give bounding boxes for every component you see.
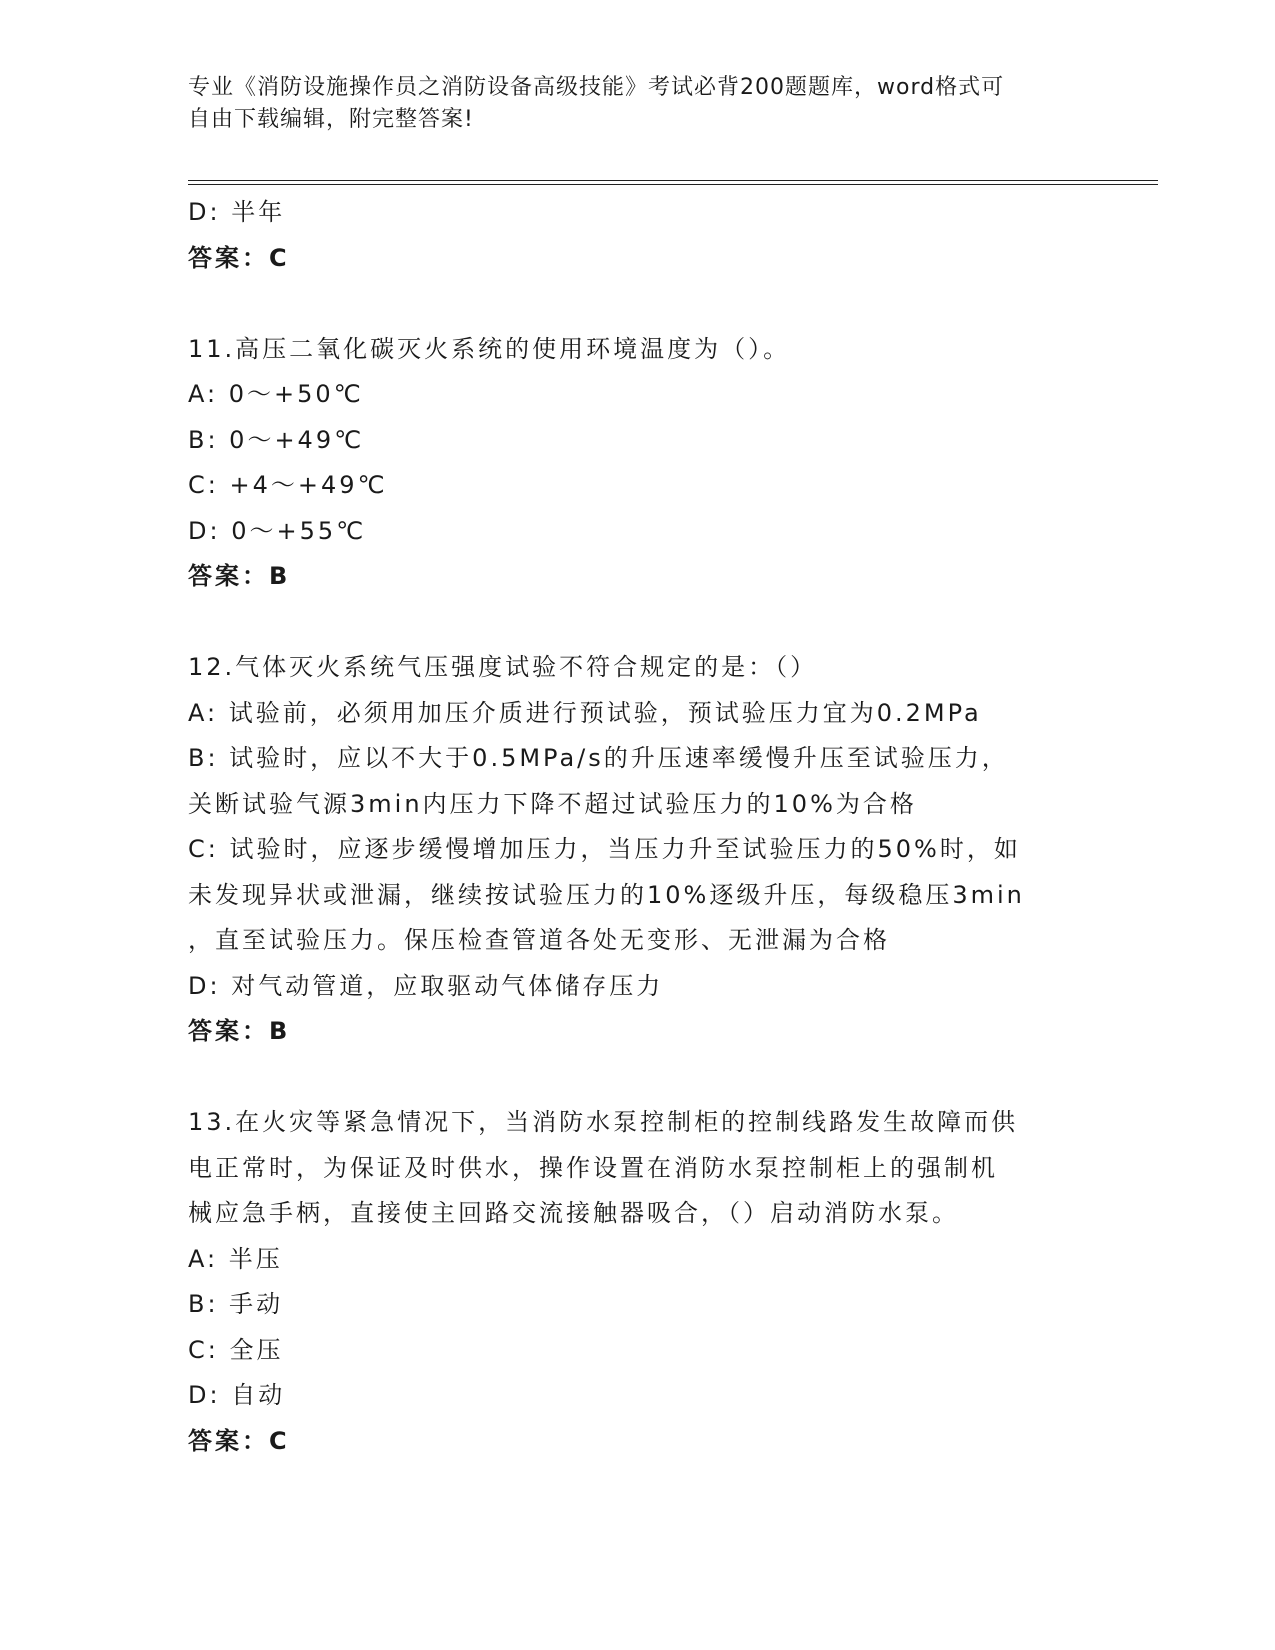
spacer: [188, 600, 1088, 646]
answer: 答案：C: [188, 243, 290, 272]
option-d: D: 0～+55℃: [188, 516, 367, 545]
question-stem: 12.气体灭火系统气压强度试验不符合规定的是：（）: [188, 653, 818, 681]
header-line-2: 自由下载编辑，附完整答案!: [188, 107, 474, 132]
question-stem-continued: 电正常时，为保证及时供水，操作设置在消防水泵控制柜上的强制机: [188, 1153, 998, 1182]
header-divider-bottom: [188, 184, 1158, 185]
question-stem: 11.高压二氧化碳灭火系统的使用环境温度为（）。: [188, 334, 791, 363]
option-c: C: +4～+49℃: [188, 471, 388, 499]
question-stem-continued: 械应急手柄，直接使主回路交流接触器吸合，（）启动消防水泵。: [188, 1199, 959, 1227]
spacer: [188, 281, 1088, 327]
option-c-continued: 未发现异状或泄漏，继续按试验压力的10%逐级升压，每级稳压3min: [188, 880, 1025, 909]
question-11: [188, 327, 1088, 600]
option-b: B: 试验时，应以不大于0.5MPa/s的升压速率缓慢升压至试验压力，: [188, 744, 1009, 772]
question-content: [188, 190, 1088, 1464]
option-a: A: 试验前，必须用加压介质进行预试验，预试验压力宜为0.2MPa: [188, 698, 982, 727]
option-c: C: 全压: [188, 1335, 284, 1364]
option-b: B: 手动: [188, 1290, 284, 1318]
answer: 答案：B: [188, 562, 291, 590]
document-header: [188, 72, 1088, 136]
question-12: [188, 645, 1088, 1055]
option-b-continued: 关断试验气源3min内压力下降不超过试验压力的10%为合格: [188, 789, 917, 818]
header-line-1: 专业《消防设施操作员之消防设备高级技能》考试必背200题题库，word格式可: [188, 75, 1005, 100]
option-b: B: 0～+49℃: [188, 425, 365, 454]
spacer: [188, 1055, 1088, 1101]
question-stem: 13.在火灾等紧急情况下，当消防水泵控制柜的控制线路发生故障而供: [188, 1108, 1019, 1136]
option-d: D: 对气动管道，应取驱动气体储存压力: [188, 971, 664, 1000]
question-13: [188, 1100, 1088, 1464]
option-d: D: 半年: [188, 198, 286, 226]
header-divider-top: [188, 180, 1158, 181]
option-a: A: 0～+50℃: [188, 380, 364, 408]
option-c: C: 试验时，应逐步缓慢增加压力，当压力升至试验压力的50%时，如: [188, 835, 1021, 863]
answer: 答案：C: [188, 1426, 290, 1455]
previous-question-tail: [188, 190, 1088, 281]
option-c-continued: ，直至试验压力。保压检查管道各处无变形、无泄漏为合格: [188, 926, 890, 954]
answer: 答案：B: [188, 1017, 291, 1045]
option-d: D: 自动: [188, 1381, 286, 1409]
option-a: A: 半压: [188, 1244, 283, 1273]
